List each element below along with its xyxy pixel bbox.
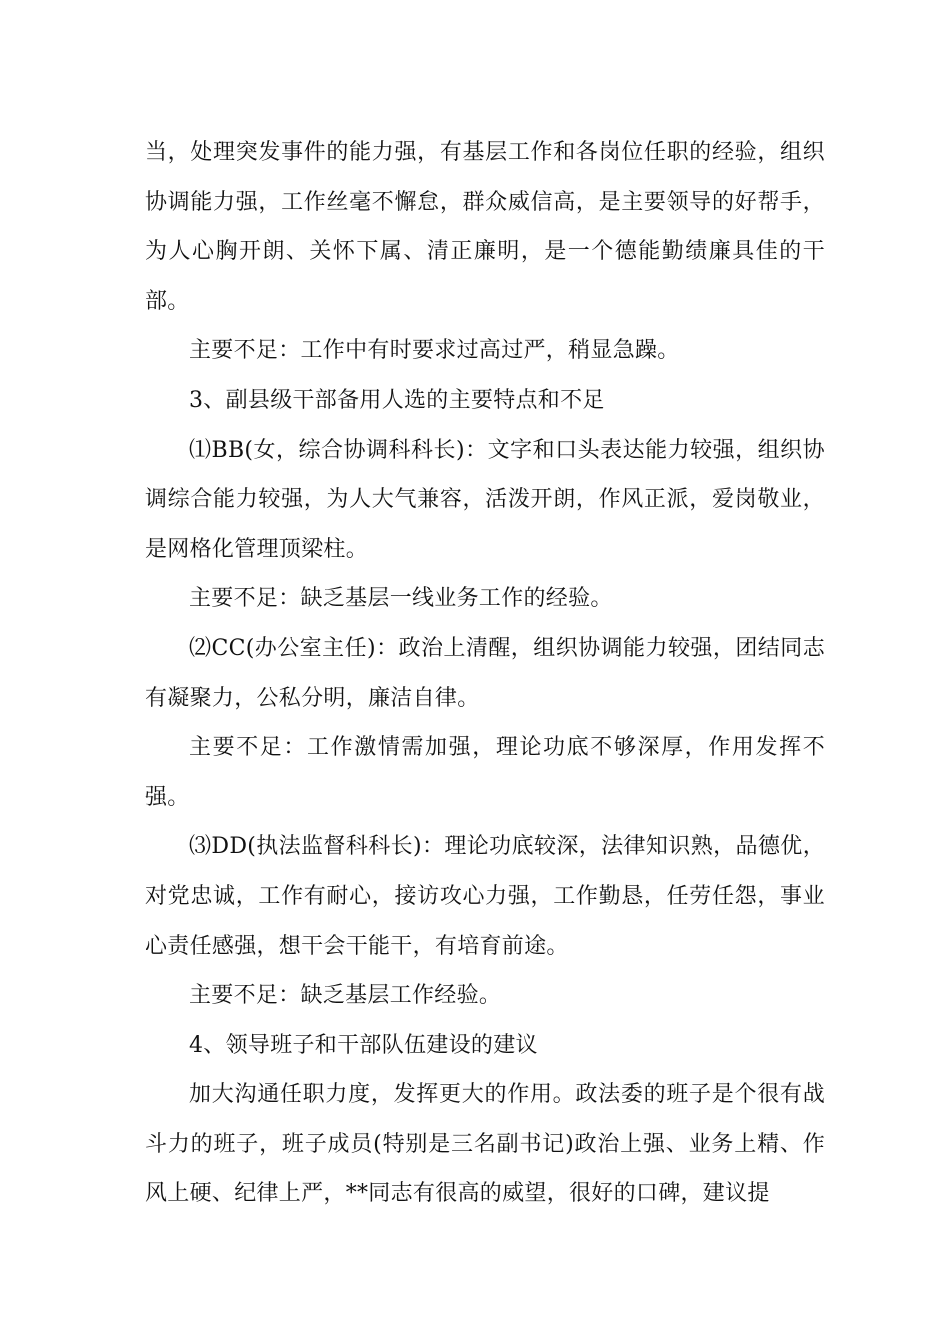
document-body xyxy=(145,128,825,1219)
section-heading-3: 3、副县级干部备用人选的主要特点和不足 xyxy=(189,387,605,413)
section-heading-4: 4、领导班子和干部队伍建设的建议 xyxy=(189,1032,538,1058)
paragraph-candidate-dd: ⑶DD(执法监督科科长)：理论功底较深，法律知识熟，品德优，对党忠诚，工作有耐心，接访攻心力强，工作勤恳，任劳任怨，事业心责任感强，想干会干能干，有培育前途。 xyxy=(145,834,825,959)
paragraph-candidate-cc: ⑵CC(办公室主任)：政治上清醒，组织协调能力较强，团结同志有凝聚力，公私分明，廉洁自律。 xyxy=(145,635,825,711)
paragraph-cc-shortcoming: 主要不足：工作激情需加强，理论功底不够深厚，作用发挥不强。 xyxy=(145,735,825,810)
paragraph-dd-shortcoming: 主要不足：缺乏基层工作经验。 xyxy=(189,983,502,1009)
paragraph-bb-shortcoming: 主要不足：缺乏基层一线业务工作的经验。 xyxy=(189,586,613,612)
paragraph-candidate-bb: ⑴BB(女，综合协调科科长)：文字和口头表达能力较强，组织协调综合能力较强，为人大气兼容，活泼开朗，作风正派，爱岗敬业，是网格化管理顶梁柱。 xyxy=(145,437,825,562)
paragraph-suggestion: 加大沟通任职力度，发挥更大的作用。政法委的班子是个很有战斗力的班子，班子成员(特别是三名副书记)政治上强、业务上精、作风上硬、纪律上严，**同志有很高的威望，很好的口碑，建议提 xyxy=(145,1082,825,1207)
paragraph-2: 主要不足：工作中有时要求过高过严，稍显急躁。 xyxy=(189,338,680,364)
paragraph-1: 当，处理突发事件的能力强，有基层工作和各岗位任职的经验，组织协调能力强，工作丝毫不懈怠，群众威信高，是主要领导的好帮手，为人心胸开朗、关怀下属、清正廉明，是一个德能勤绩廉具佳的干部。 xyxy=(145,140,825,314)
